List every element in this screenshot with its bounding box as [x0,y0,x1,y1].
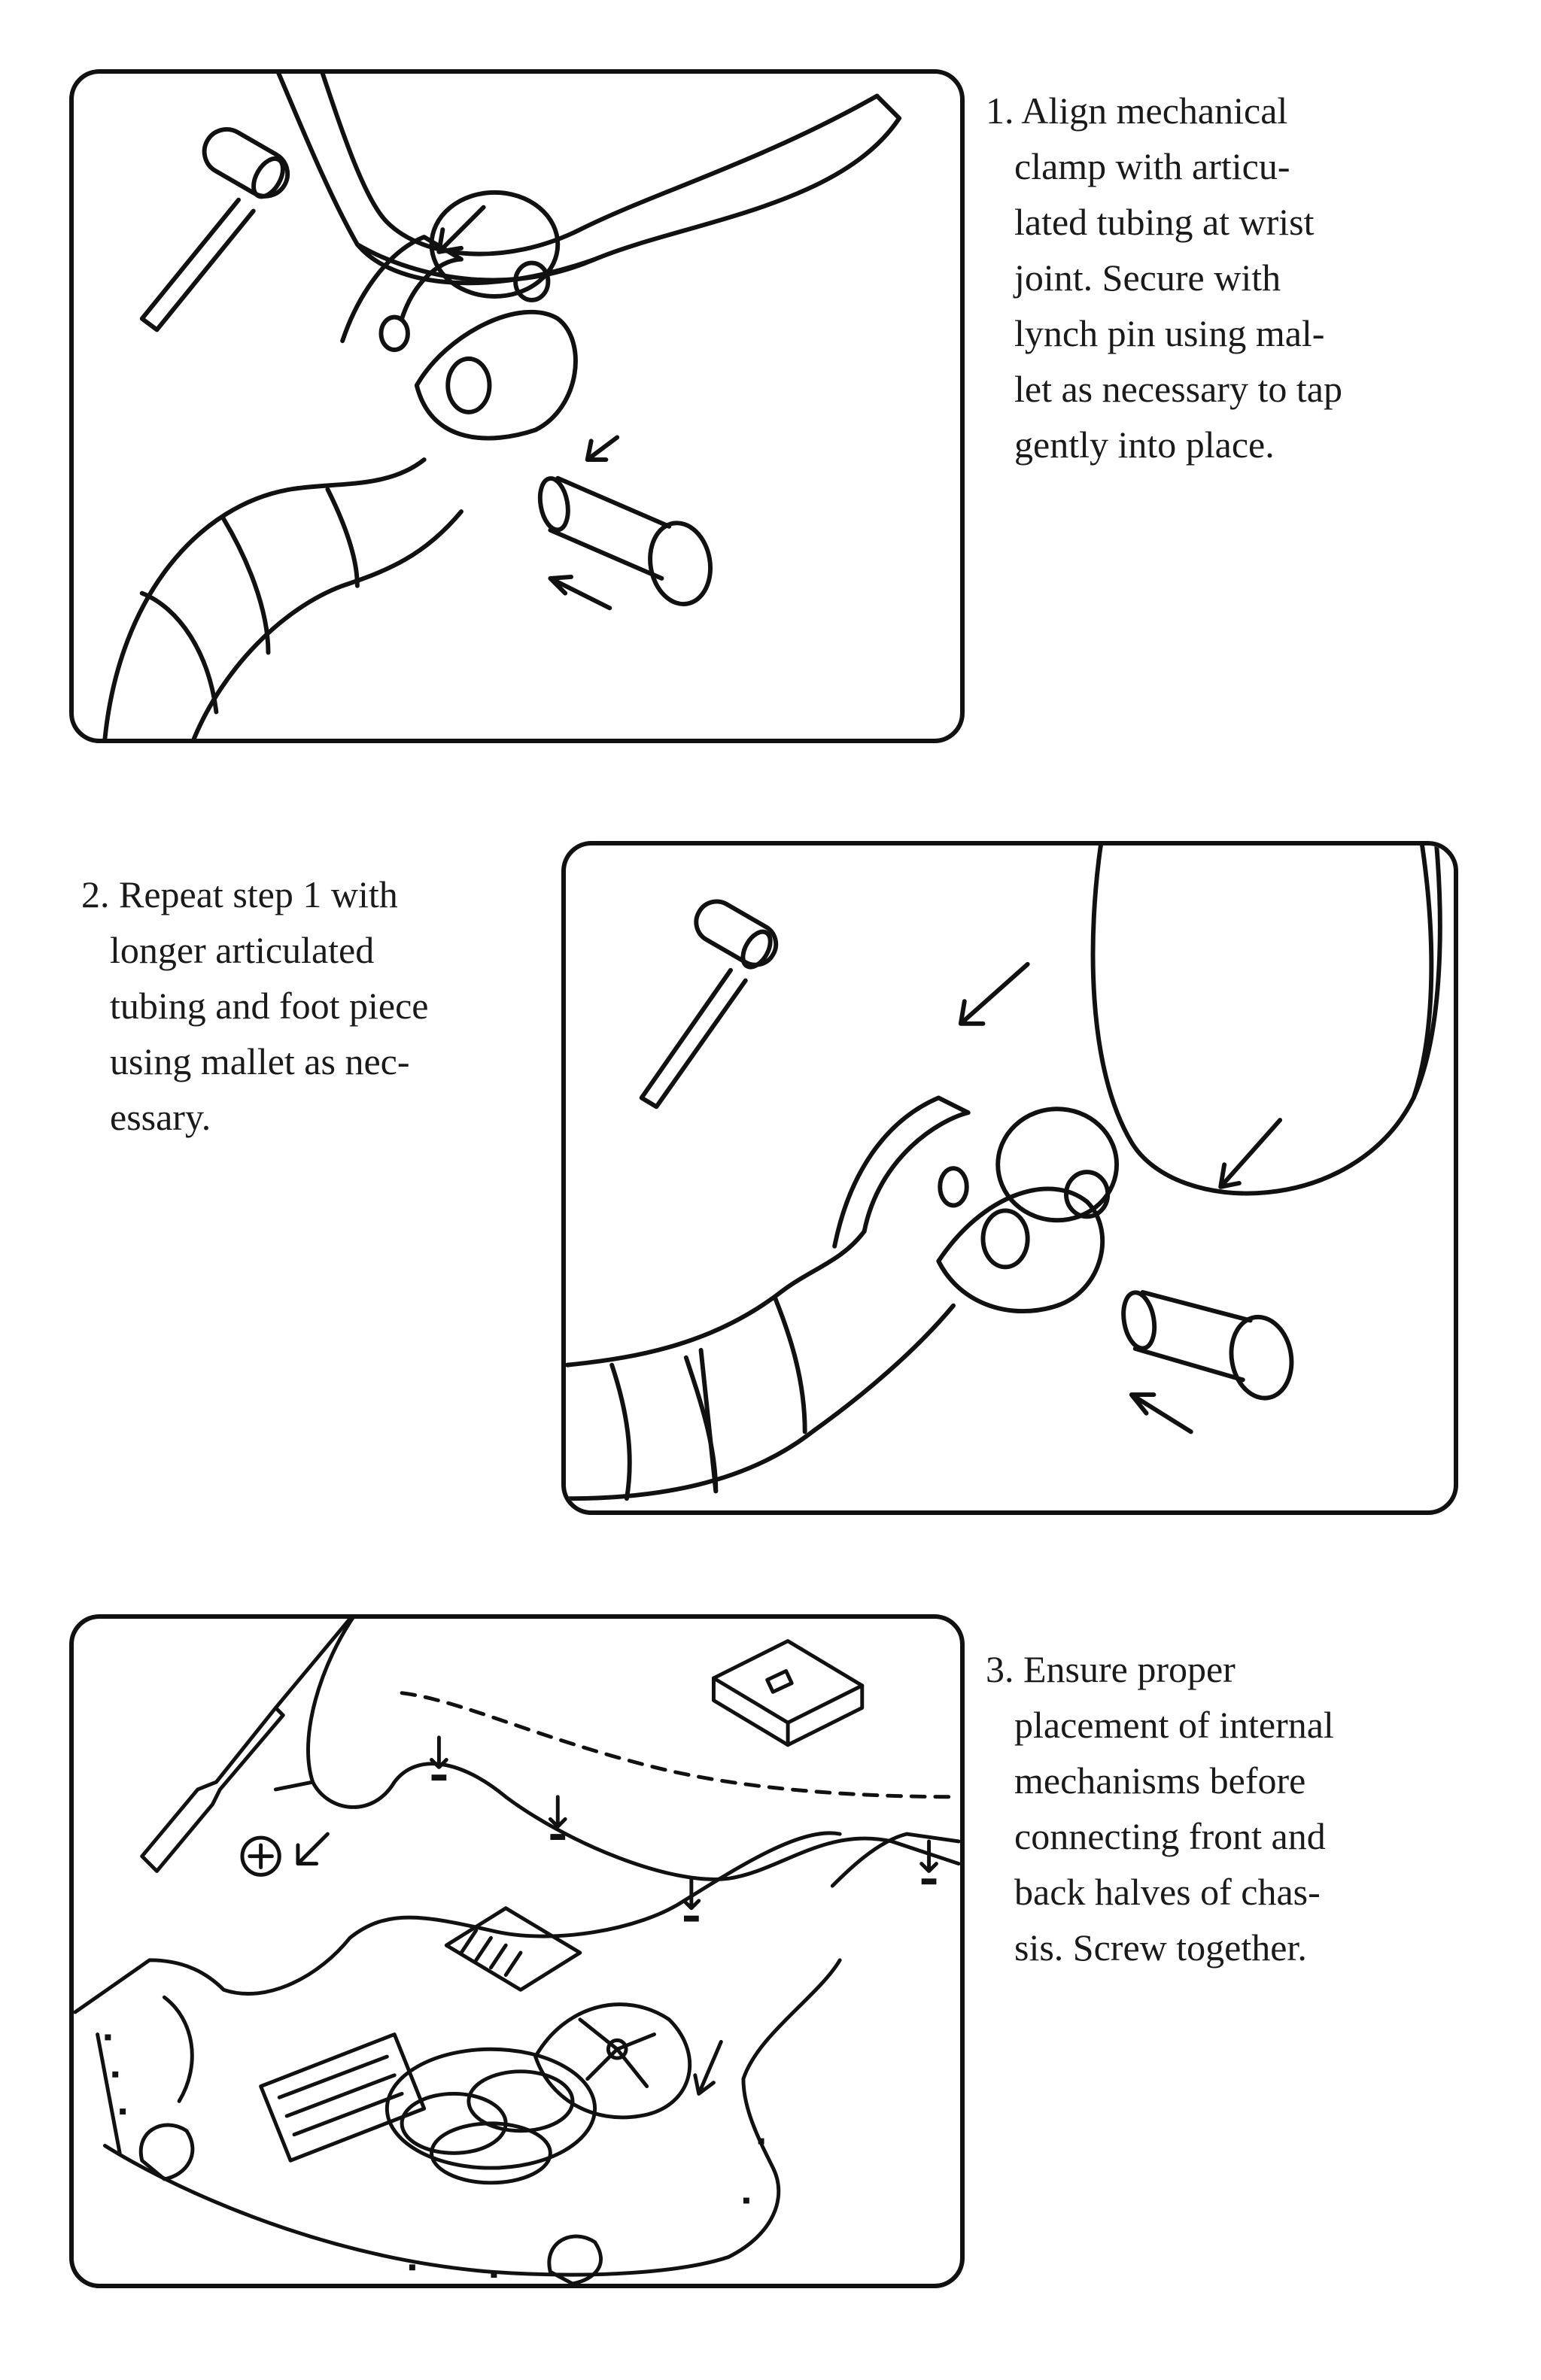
step-1-line-7: gently into place. [1014,423,1275,466]
step-3-line-6: sis. Screw together. [1014,1926,1307,1969]
step-3-line-4: connecting front and [1014,1815,1326,1857]
step-2-line-5: essary. [110,1096,211,1138]
mallet-icon [142,121,296,329]
lynch-pin [1120,1290,1298,1403]
step-3-number: 3. [986,1648,1014,1690]
step-1-line-6: let as necessary to tap [1014,368,1342,410]
parts-box [713,1641,862,1745]
step-2-line-4: using mallet as nec- [110,1040,410,1082]
step-2-line-1 [81,867,570,922]
step-1-number: 1. [986,90,1014,132]
phillips-head-icon [242,1838,279,1875]
articulated-tubing [105,460,461,739]
step-1-line-4: joint. Secure with [1014,257,1281,299]
longer-articulated-tubing [567,1231,953,1498]
step-3-line-5: back halves of chas- [1014,1871,1321,1913]
circuit-card [261,2035,424,2161]
step-1-illustration-panel [69,69,965,743]
step-3-line-3: mechanisms before [1014,1759,1306,1802]
step-2-illustration-panel [561,841,1458,1515]
step-3-illustration-panel [69,1614,965,2288]
step-1-line-3: lated tubing at wrist [1014,201,1315,243]
step-1-illustration [74,74,960,739]
step-2-line-1-text: Repeat step 1 with [119,873,398,915]
step-1-line-5: lynch pin using mal- [1014,312,1325,354]
mallet-icon [642,894,783,1107]
foot-piece [1093,845,1440,1194]
step-1-line-1-text: Align mechanical [1021,90,1288,132]
step-2-line-2: longer articulated [110,929,375,971]
step-2-instructions [81,867,570,1145]
chassis-back-half [275,1619,959,1886]
internal-mechanisms [387,1908,689,2183]
step-1-line-1 [986,83,1527,138]
step-3-line-2: placement of internal [1014,1704,1334,1746]
step-2-illustration [566,845,1454,1510]
step-3-instructions [986,1641,1527,1975]
step-1-line-2: clamp with articu- [1014,145,1290,187]
screwdriver-icon [142,1619,350,1871]
ankle-joint [834,1097,1117,1311]
chassis-feet [141,2125,600,2284]
step-1-instructions [986,83,1527,472]
step-3-illustration [74,1619,960,2284]
step-2-number: 2. [81,873,110,915]
step-3-line-1 [986,1641,1527,1697]
mechanical-clamp [275,74,899,283]
step-3-line-1-text: Ensure proper [1023,1648,1236,1690]
step-2-line-3: tubing and foot piece [110,985,429,1027]
